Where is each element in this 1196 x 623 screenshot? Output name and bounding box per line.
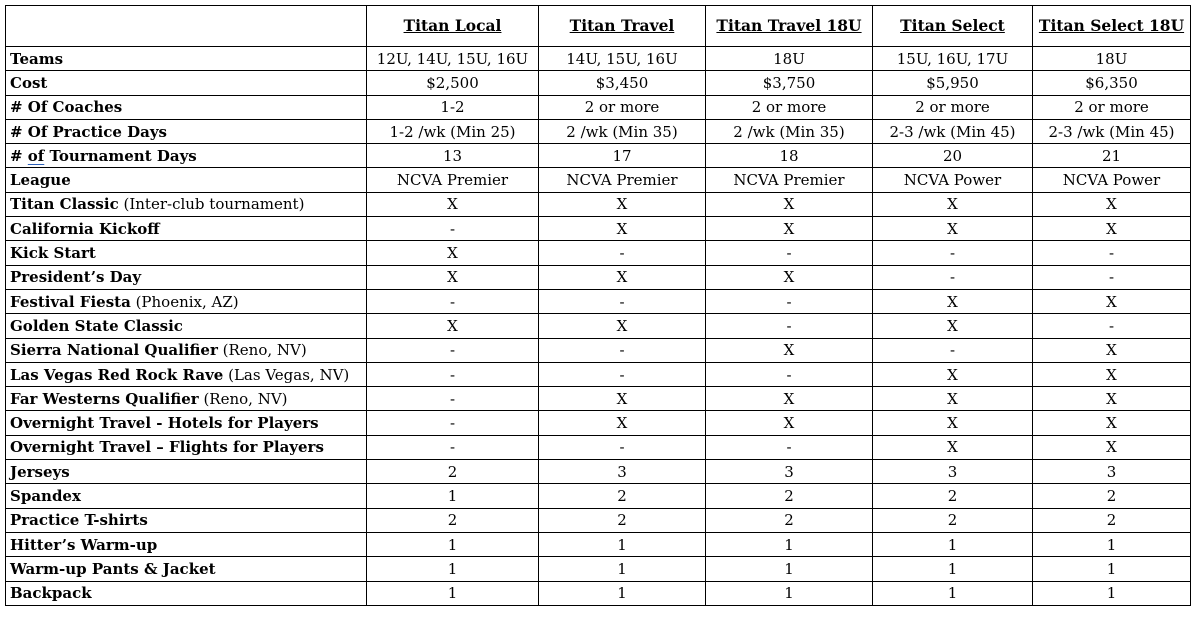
header-titan-select-18u: Titan Select 18U (1033, 6, 1191, 47)
cell-titan-travel-18u: X (706, 387, 873, 411)
cell-titan-select-18u: X (1033, 192, 1191, 216)
cell-titan-local: X (367, 241, 539, 265)
cell-titan-travel: X (539, 387, 706, 411)
cell-titan-select: NCVA Power (873, 168, 1033, 192)
cell-titan-select-18u: 1 (1033, 581, 1191, 605)
row-label-text: Sierra National Qualifier (10, 341, 218, 360)
row-label (6, 338, 367, 362)
row-label (6, 557, 367, 581)
cell-titan-travel: $3,450 (539, 71, 706, 95)
cell-titan-local: 1-2 /wk (Min 25) (367, 119, 539, 143)
cell-titan-select-18u: 2 (1033, 484, 1191, 508)
cell-titan-select: 2-3 /wk (Min 45) (873, 119, 1033, 143)
cell-titan-select: - (873, 265, 1033, 289)
cell-titan-select-18u: X (1033, 362, 1191, 386)
cell-titan-select: 1 (873, 581, 1033, 605)
cell-titan-select-18u: 2 or more (1033, 95, 1191, 119)
row-label-text: League (10, 171, 71, 190)
cell-titan-local: - (367, 289, 539, 313)
row-label (6, 95, 367, 119)
table-row (6, 314, 1191, 338)
cell-titan-travel-18u: - (706, 362, 873, 386)
row-label-note: (Reno, NV) (217, 341, 307, 360)
row-label-text: # Of Coaches (10, 98, 123, 117)
cell-titan-select: 20 (873, 144, 1033, 168)
row-label (6, 144, 367, 168)
row-label (6, 217, 367, 241)
cell-titan-travel-18u: 3 (706, 460, 873, 484)
row-label-text: Spandex (10, 486, 81, 505)
row-label-text: President’s Day (10, 268, 142, 287)
cell-titan-travel: X (539, 314, 706, 338)
cell-titan-local: NCVA Premier (367, 168, 539, 192)
row-label (6, 241, 367, 265)
cell-titan-local: 2 (367, 508, 539, 532)
row-label (6, 362, 367, 386)
cell-titan-select-18u: $6,350 (1033, 71, 1191, 95)
row-label-text: California Kickoff (10, 219, 160, 238)
cell-titan-local: 2 (367, 460, 539, 484)
cell-titan-select-18u: 21 (1033, 144, 1191, 168)
table-row (6, 338, 1191, 362)
row-label-text: Titan Classic (10, 195, 119, 214)
cell-titan-travel-18u: - (706, 314, 873, 338)
row-label (6, 265, 367, 289)
table-row (6, 289, 1191, 313)
cell-titan-travel-18u: - (706, 435, 873, 459)
cell-titan-select: 1 (873, 532, 1033, 556)
row-label (6, 532, 367, 556)
cell-titan-select-18u: - (1033, 241, 1191, 265)
cell-titan-select: - (873, 241, 1033, 265)
cell-titan-travel-18u: X (706, 411, 873, 435)
table-row (6, 362, 1191, 386)
cell-titan-local: 13 (367, 144, 539, 168)
header-titan-travel: Titan Travel (539, 6, 706, 47)
cell-titan-local: - (367, 387, 539, 411)
header-titan-select: Titan Select (873, 6, 1033, 47)
row-label (6, 119, 367, 143)
row-label (6, 460, 367, 484)
row-label (6, 192, 367, 216)
cell-titan-select: X (873, 217, 1033, 241)
row-label-text: Tournament Days (44, 146, 197, 165)
cell-titan-select: X (873, 411, 1033, 435)
cell-titan-travel: 2 (539, 508, 706, 532)
cell-titan-travel: NCVA Premier (539, 168, 706, 192)
cell-titan-local: $2,500 (367, 71, 539, 95)
cell-titan-select-18u: 1 (1033, 557, 1191, 581)
table-row (6, 265, 1191, 289)
cell-titan-travel: - (539, 241, 706, 265)
table-row (6, 435, 1191, 459)
row-label-text: Warm-up Pants & Jacket (10, 559, 216, 578)
row-label-note: (Reno, NV) (198, 389, 288, 408)
row-label (6, 581, 367, 605)
cell-titan-local: 1-2 (367, 95, 539, 119)
header-corner (6, 6, 367, 47)
row-label (6, 387, 367, 411)
cell-titan-travel-18u: X (706, 338, 873, 362)
table-row (6, 557, 1191, 581)
cell-titan-travel: - (539, 338, 706, 362)
cell-titan-travel: - (539, 435, 706, 459)
cell-titan-travel-18u: 1 (706, 557, 873, 581)
cell-titan-travel-18u: 1 (706, 581, 873, 605)
cell-titan-local: 1 (367, 532, 539, 556)
cell-titan-local: - (367, 217, 539, 241)
row-label (6, 435, 367, 459)
cell-titan-select: 1 (873, 557, 1033, 581)
cell-titan-travel: - (539, 289, 706, 313)
cell-titan-local: 1 (367, 581, 539, 605)
cell-titan-travel: 2 or more (539, 95, 706, 119)
cell-titan-local: X (367, 192, 539, 216)
row-label (6, 484, 367, 508)
row-label (6, 411, 367, 435)
row-label-text: Hitter’s Warm-up (10, 535, 158, 554)
cell-titan-local: 1 (367, 557, 539, 581)
table-row (6, 71, 1191, 95)
table-row (6, 168, 1191, 192)
cell-titan-select: $5,950 (873, 71, 1033, 95)
table-row (6, 144, 1191, 168)
cell-titan-travel: 1 (539, 557, 706, 581)
cell-titan-select: X (873, 362, 1033, 386)
row-label (6, 47, 367, 71)
cell-titan-travel: X (539, 265, 706, 289)
table-row (6, 532, 1191, 556)
table-row (6, 192, 1191, 216)
cell-titan-select-18u: 18U (1033, 47, 1191, 71)
cell-titan-select-18u: X (1033, 289, 1191, 313)
row-label (6, 508, 367, 532)
cell-titan-select-18u: X (1033, 411, 1191, 435)
cell-titan-select: - (873, 338, 1033, 362)
cell-titan-travel: 2 /wk (Min 35) (539, 119, 706, 143)
cell-titan-local: X (367, 265, 539, 289)
cell-titan-local: 12U, 14U, 15U, 16U (367, 47, 539, 71)
cell-titan-travel: X (539, 217, 706, 241)
table-row (6, 217, 1191, 241)
row-label-text: Backpack (10, 584, 92, 603)
cell-titan-travel-18u: 18U (706, 47, 873, 71)
cell-titan-local: X (367, 314, 539, 338)
cell-titan-travel: X (539, 411, 706, 435)
row-label-text: # Of Practice Days (10, 122, 167, 141)
cell-titan-select: X (873, 435, 1033, 459)
row-label (6, 289, 367, 313)
cell-titan-local: - (367, 411, 539, 435)
table-row (6, 581, 1191, 605)
cell-titan-travel-18u: 2 (706, 508, 873, 532)
cell-titan-select: 15U, 16U, 17U (873, 47, 1033, 71)
table-row (6, 460, 1191, 484)
cell-titan-travel-18u: X (706, 192, 873, 216)
cell-titan-select: X (873, 192, 1033, 216)
cell-titan-travel-18u: X (706, 217, 873, 241)
cell-titan-local: - (367, 362, 539, 386)
cell-titan-local: - (367, 435, 539, 459)
cell-titan-select: 3 (873, 460, 1033, 484)
cell-titan-travel: 14U, 15U, 16U (539, 47, 706, 71)
cell-titan-travel-18u: - (706, 241, 873, 265)
row-label-text: Overnight Travel - Hotels for Players (10, 414, 319, 433)
table-row (6, 119, 1191, 143)
cell-titan-travel-18u: 2 or more (706, 95, 873, 119)
row-label-note: (Las Vegas, NV) (223, 365, 350, 384)
cell-titan-select: X (873, 387, 1033, 411)
table-row (6, 95, 1191, 119)
row-label-text: Las Vegas Red Rock Rave (10, 365, 224, 384)
header-titan-travel-18u: Titan Travel 18U (706, 6, 873, 47)
spellcheck-flagged-word: of (27, 146, 45, 165)
cell-titan-select-18u: 2 (1033, 508, 1191, 532)
row-label (6, 71, 367, 95)
program-comparison-table (5, 5, 1191, 606)
cell-titan-select-18u: 1 (1033, 532, 1191, 556)
cell-titan-travel: - (539, 362, 706, 386)
cell-titan-local: - (367, 338, 539, 362)
cell-titan-select-18u: - (1033, 265, 1191, 289)
cell-titan-select-18u: NCVA Power (1033, 168, 1191, 192)
table-row (6, 387, 1191, 411)
cell-titan-travel: 3 (539, 460, 706, 484)
row-label-text: Far Westerns Qualifier (10, 389, 199, 408)
cell-titan-local: 1 (367, 484, 539, 508)
cell-titan-travel-18u: 18 (706, 144, 873, 168)
cell-titan-select: 2 or more (873, 95, 1033, 119)
cell-titan-travel-18u: 1 (706, 532, 873, 556)
cell-titan-select-18u: 3 (1033, 460, 1191, 484)
row-label-text: Overnight Travel – Flights for Players (10, 438, 324, 457)
cell-titan-travel: 1 (539, 581, 706, 605)
cell-titan-travel-18u: 2 /wk (Min 35) (706, 119, 873, 143)
row-label-text: # (10, 146, 28, 165)
cell-titan-travel-18u: NCVA Premier (706, 168, 873, 192)
cell-titan-select: 2 (873, 508, 1033, 532)
row-label-text: Cost (10, 73, 48, 92)
row-label-text: Teams (10, 49, 64, 68)
cell-titan-travel: X (539, 192, 706, 216)
row-label-text: Kick Start (10, 244, 96, 263)
header-titan-local: Titan Local (367, 6, 539, 47)
cell-titan-select: X (873, 289, 1033, 313)
cell-titan-travel-18u: 2 (706, 484, 873, 508)
row-label-note: (Phoenix, AZ) (130, 292, 239, 311)
cell-titan-select-18u: X (1033, 217, 1191, 241)
cell-titan-select-18u: - (1033, 314, 1191, 338)
cell-titan-travel-18u: $3,750 (706, 71, 873, 95)
cell-titan-travel: 2 (539, 484, 706, 508)
table-row (6, 241, 1191, 265)
cell-titan-travel-18u: X (706, 265, 873, 289)
cell-titan-select: 2 (873, 484, 1033, 508)
header-row (6, 6, 1191, 47)
table-row (6, 47, 1191, 71)
row-label-text: Golden State Classic (10, 316, 183, 335)
row-label-text: Practice T-shirts (10, 511, 148, 530)
cell-titan-select-18u: X (1033, 435, 1191, 459)
table-row (6, 508, 1191, 532)
cell-titan-select-18u: 2-3 /wk (Min 45) (1033, 119, 1191, 143)
cell-titan-select: X (873, 314, 1033, 338)
row-label-text: Jerseys (10, 462, 70, 481)
table-body (6, 47, 1191, 606)
table-row (6, 411, 1191, 435)
row-label-note: (Inter-club tournament) (118, 195, 305, 214)
cell-titan-select-18u: X (1033, 338, 1191, 362)
row-label (6, 314, 367, 338)
cell-titan-select-18u: X (1033, 387, 1191, 411)
row-label-text: Festival Fiesta (10, 292, 131, 311)
cell-titan-travel-18u: - (706, 289, 873, 313)
cell-titan-travel: 17 (539, 144, 706, 168)
table-row (6, 484, 1191, 508)
cell-titan-travel: 1 (539, 532, 706, 556)
row-label (6, 168, 367, 192)
